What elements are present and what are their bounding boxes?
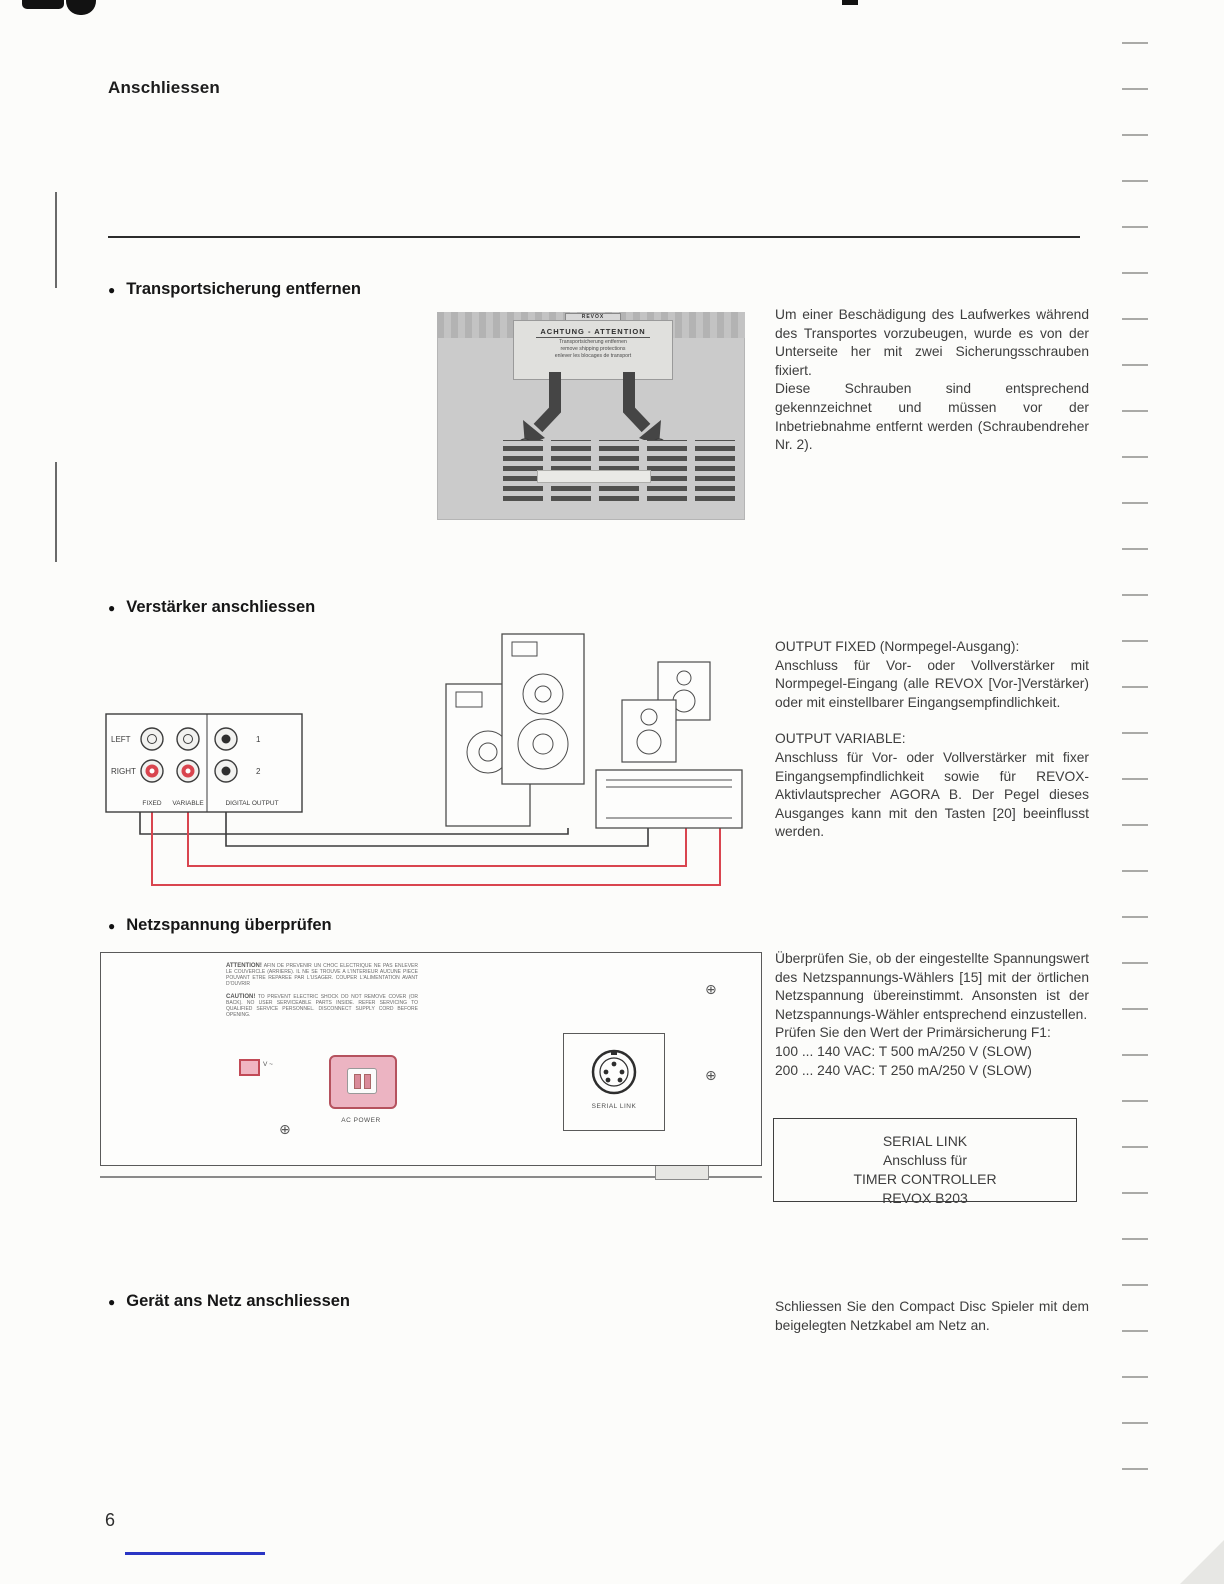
section-heading-amplifier	[108, 598, 315, 617]
speaker-front	[502, 634, 584, 784]
page-title: Anschliessen	[108, 78, 221, 97]
scan-artifact-top	[842, 0, 858, 5]
scan-artifact-corner	[1180, 1540, 1224, 1584]
note-line: SERIAL LINK	[882, 1133, 968, 1149]
section-heading-mains	[108, 1292, 350, 1311]
down-arrow-icon	[538, 372, 555, 428]
digital-pin	[222, 767, 231, 776]
serial-link-label: SERIAL LINK	[591, 1103, 637, 1110]
safety-warning-block	[226, 963, 418, 1025]
amplifier-unit	[596, 770, 742, 828]
serial-link-note-box	[773, 1118, 1077, 1206]
body-paragraph: Überprüfen Sie, ob der eingestellte Spannungswert des Netzspannungs-Wählers [15] mit der örtlichen Netzspannung übereinstimmt. Ansonsten ist der Netzspannungs-Wähler entsprechend einzustellen.	[775, 951, 1089, 1022]
down-arrow-icon	[629, 372, 646, 428]
note-line: TIMER CONTROLLER	[853, 1171, 997, 1187]
section-heading-label: Netzspannung überprüfen	[126, 916, 332, 934]
bullet-icon: ●	[108, 282, 116, 297]
fuse-value: 100 ... 140 VAC: T 500 mA/250 V (SLOW)	[775, 1043, 1032, 1059]
body-paragraph: Diese Schrauben sind entsprechend gekennzeichnet und müssen vor der Inbetriebnahme entfernt werden (Schraubendreher Nr. 2).	[775, 381, 1089, 453]
signal-cable-black	[226, 812, 648, 846]
voltage-text-column	[775, 950, 1089, 1080]
sticker-title: ACHTUNG - ATTENTION	[536, 327, 649, 338]
serial-link-connector-box	[563, 1033, 665, 1131]
caution-text	[226, 994, 418, 1018]
body-paragraph: Anschluss für Vor- oder Vollverstärker mit fixer Eingangsempfindlichkeit sowie für REVOX-Aktivlautsprecher AGORA B. Der Pegel dieses Ausganges kann mit den Tasten [20] beeinflusst werden.	[775, 749, 1089, 840]
variable-output-label: VARIABLE	[172, 800, 204, 807]
output-fixed-title: OUTPUT FIXED (Normpegel-Ausgang):	[775, 639, 1020, 654]
type-plate	[537, 470, 651, 483]
sticker-line: enlever les blocages de transport	[554, 353, 632, 359]
amplifier-hookup-diagram	[100, 622, 760, 907]
rca-jack-fixed-left	[141, 728, 163, 750]
output-variable-title: OUTPUT VARIABLE:	[775, 731, 906, 747]
output-connector-panel	[106, 714, 302, 812]
scan-artifact-line	[55, 192, 57, 288]
scan-artifact-edge-dashes	[1122, 42, 1148, 1514]
digital-pin	[222, 735, 231, 744]
scan-artifact-top	[66, 0, 96, 15]
screw-icon: ⊕	[705, 1067, 717, 1083]
sticker-line: Transportsicherung entfernen	[559, 339, 627, 345]
note-line: REVOX B203	[882, 1190, 968, 1206]
rear-panel-diagram	[100, 952, 762, 1166]
section-heading-label: Verstärker anschliessen	[126, 598, 316, 616]
caution-body: TO PREVENT ELECTRIC SHOCK DO NOT REMOVE COVER (OR BACK). NO USER SERVICEABLE PARTS INSIDE. REFER SERVICING TO QUALIFIED SERVICE PERSONNEL. DISCONNECT SUPPLY CORD BEFORE OPENING.	[226, 994, 418, 1018]
screw-icon: ⊕	[279, 1121, 291, 1137]
amplifier-text-column	[775, 638, 1089, 842]
device-foot	[655, 1166, 709, 1180]
note-line: Anschluss für	[882, 1152, 968, 1168]
body-paragraph: Um einer Beschädigung des Laufwerkes während des Transportes vorzubeugen, wurde es von der Unterseite her mit zwei Sicherungsschrauben fixiert.	[775, 307, 1089, 378]
output-number-1: 1	[256, 735, 261, 744]
transport-text-column	[775, 306, 1089, 455]
right-channel-label: RIGHT	[111, 767, 136, 776]
body-paragraph: Schliessen Sie den Compact Disc Spieler mit dem beigelegten Netzkabel am Netz an.	[775, 1299, 1089, 1333]
fuse-check-line: Prüfen Sie den Wert der Primärsicherung F1:	[775, 1025, 1051, 1041]
ac-power-label: AC POWER	[341, 1117, 381, 1124]
section-heading-label: Transportsicherung entfernen	[126, 280, 361, 298]
revox-brand-label: REVOX	[565, 313, 621, 323]
ac-slot	[354, 1074, 361, 1089]
fuse-value: 200 ... 240 VAC: T 250 mA/250 V (SLOW)	[775, 1062, 1032, 1078]
bullet-icon: ●	[108, 600, 116, 615]
footer-blue-line	[125, 1552, 265, 1555]
voltage-selector	[239, 1059, 260, 1076]
small-speaker-front	[622, 700, 676, 762]
ac-inlet-socket	[347, 1068, 377, 1094]
fixed-output-label: FIXED	[142, 800, 162, 807]
sticker-line: remove shipping protections	[560, 346, 626, 352]
ac-slot	[364, 1074, 371, 1089]
scan-artifact-line	[55, 462, 57, 562]
left-channel-label: LEFT	[111, 735, 131, 744]
transport-lock-photo	[437, 312, 745, 520]
attention-title: ATTENTION!	[226, 963, 262, 969]
bullet-icon: ●	[108, 918, 116, 933]
header-rule	[108, 236, 1080, 238]
scan-artifact-top	[22, 0, 64, 9]
output-number-2: 2	[256, 767, 261, 776]
body-paragraph: Anschluss für Vor- oder Vollverstärker mit Normpegel-Eingang (alle REVOX [Vor-]Verstärker) oder mit einstellbarer Eingangsempfindlichkeit.	[775, 657, 1089, 710]
rca-pin	[186, 769, 191, 774]
ac-power-inlet	[329, 1055, 397, 1109]
rca-pin	[150, 769, 155, 774]
screw-icon: ⊕	[705, 981, 717, 997]
attention-text	[226, 963, 418, 987]
attention-body: AFIN DE PREVENIR UN CHOC ELECTRIQUE NE PAS ENLEVER LE COUVERCLE (ARRIERE). IL NE SE TROUVE A L'INTERIEUR AUCUNE PIECE POUVANT ETRE REPAREE PAR L'USAGER. COUPER L'ALIMENTATION AVANT D'OUVRIR	[226, 963, 419, 987]
rca-jack-variable-left	[177, 728, 199, 750]
section-heading-voltage	[108, 916, 332, 935]
section-heading-label: Gerät ans Netz anschliessen	[126, 1292, 351, 1310]
din-connector	[588, 1046, 640, 1098]
caution-title: CAUTION!	[226, 994, 256, 1000]
bullet-icon: ●	[108, 1294, 116, 1309]
voltage-selector-label: V ~	[263, 1061, 273, 1068]
digital-output-label: DIGITAL OUTPUT	[225, 800, 279, 807]
page-number: 6	[105, 1510, 116, 1530]
mains-text-column	[775, 1298, 1089, 1335]
section-heading-transport	[108, 280, 361, 299]
